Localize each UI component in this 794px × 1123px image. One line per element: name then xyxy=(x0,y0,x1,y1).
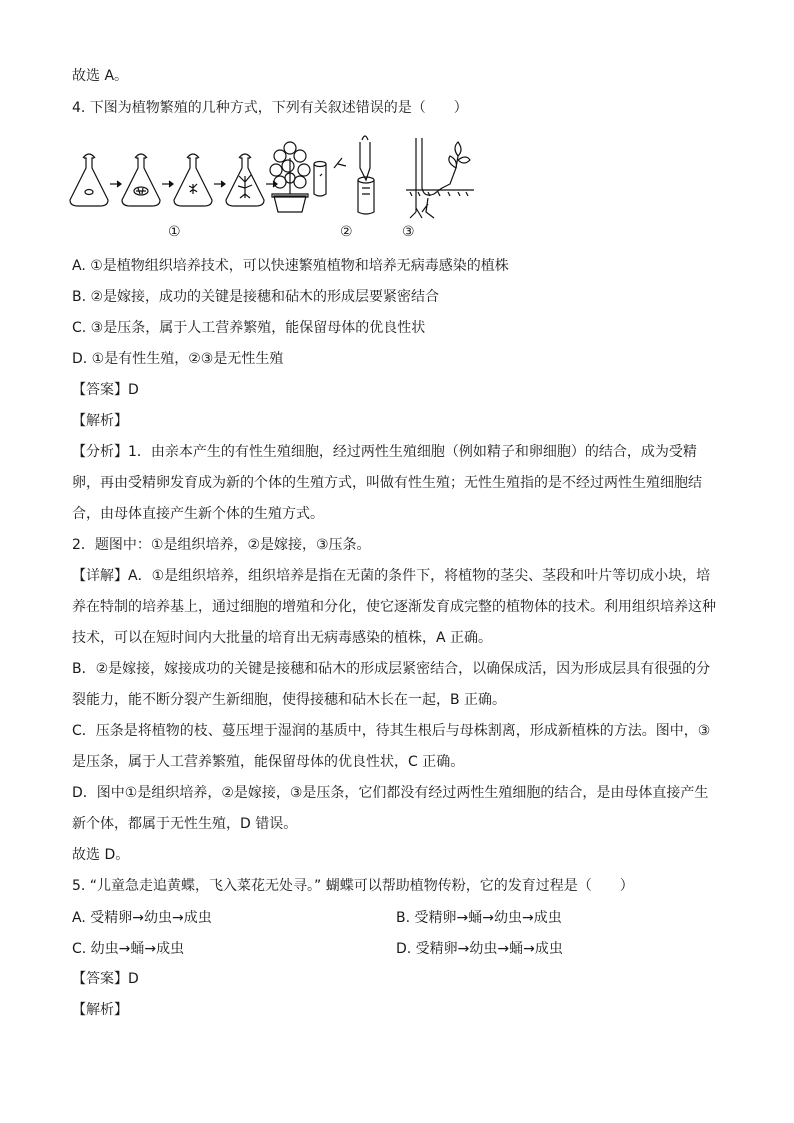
paragraph-line: C．压条是将植物的枝、蔓压埋于湿润的基质中，待其生根后与母株割离，形成新植株的方法。图中，③ xyxy=(72,723,711,739)
option-a: A. ①是植物组织培养技术，可以快速繁殖植物和培养无病毒感染的植株 xyxy=(72,258,509,274)
option-d: D. 受精卵→幼虫→蛹→成虫 xyxy=(396,941,563,957)
options-row xyxy=(72,907,732,927)
answer-label: 【答案】D xyxy=(72,382,139,398)
plant-reproduction-figure xyxy=(66,128,486,246)
paragraph-line: 【分析】1．由亲本产生的有性生殖细胞，经过两性生殖细胞（例如精子和卵细胞）的结合，成为受精 xyxy=(72,444,697,460)
paragraph-line: 养在特制的培养基上，通过细胞的增殖和分化，使它逐渐发育成完整的植物体的技术。利用组织培养这种 xyxy=(72,599,716,615)
options-row xyxy=(72,938,732,958)
answer-label: 【答案】D xyxy=(72,971,139,987)
potted-plant-icon xyxy=(270,142,310,212)
analysis-label: 【解析】 xyxy=(72,413,128,429)
option-c: C. 幼虫→蛹→成虫 xyxy=(72,941,185,957)
paragraph-line: 【详解】A．①是组织培养，组织培养是指在无菌的条件下，将植物的茎尖、茎段和叶片等切成小块，培 xyxy=(72,568,711,584)
figure-label-3: ③ xyxy=(402,224,415,240)
paragraph-line: 新个体，都属于无性生殖，D 错误。 xyxy=(72,816,298,832)
grafting-icon xyxy=(314,136,374,214)
paragraph-line: 是压条，属于人工营养繁殖，能保留母体的优良性状，C 正确。 xyxy=(72,754,465,770)
paragraph-line: 2．题图中：①是组织培养，②是嫁接，③压条。 xyxy=(72,537,371,553)
option-a: A. 受精卵→幼虫→成虫 xyxy=(72,910,212,926)
layering-icon xyxy=(406,138,474,218)
flask-icon xyxy=(174,154,212,206)
figure-label-2: ② xyxy=(340,224,353,240)
option-c: C. ③是压条，属于人工营养繁殖，能保留母体的优良性状 xyxy=(72,320,426,336)
question-5-stem: 5. “儿童急走追黄蝶，飞入菜花无处寻。” 蝴蝶可以帮助植物传粉，它的发育过程是（ ） xyxy=(72,878,634,894)
text-line: 故选 A。 xyxy=(72,68,129,84)
option-b: B. ②是嫁接，成功的关键是接穗和砧木的形成层要紧密结合 xyxy=(72,289,440,305)
paragraph-line: 卵，再由受精卵发育成为新的个体的生殖方式，叫做有性生殖；无性生殖指的是不经过两性生殖细胞结 xyxy=(72,475,702,491)
paragraph-line: D．图中①是组织培养，②是嫁接，③是压条，它们都没有经过两性生殖细胞的结合，是由母体直接产生 xyxy=(72,785,709,801)
analysis-label: 【解析】 xyxy=(72,1002,128,1018)
paragraph-line: B．②是嫁接，嫁接成功的关键是接穗和砧木的形成层紧密结合，以确保成活，因为形成层具有很强的分 xyxy=(72,661,711,677)
text-line: 故选 D。 xyxy=(72,847,130,863)
flask-icon xyxy=(122,154,160,206)
option-b: B. 受精卵→蛹→幼虫→成虫 xyxy=(396,910,562,926)
flask-icon xyxy=(70,154,108,206)
option-d: D. ①是有性生殖，②③是无性生殖 xyxy=(72,351,284,367)
paragraph-line: 合，由母体直接产生新个体的生殖方式。 xyxy=(72,506,324,522)
paragraph-line: 技术，可以在短时间内大批量的培育出无病毒感染的植株，A 正确。 xyxy=(72,630,493,646)
paragraph-line: 裂能力，能不断分裂产生新细胞，使得接穗和砧木长在一起，B 正确。 xyxy=(72,692,507,708)
question-4-stem: 4. 下图为植物繁殖的几种方式，下列有关叙述错误的是（ ） xyxy=(72,100,468,116)
figure-label-1: ① xyxy=(168,224,181,240)
flask-icon xyxy=(226,154,264,206)
